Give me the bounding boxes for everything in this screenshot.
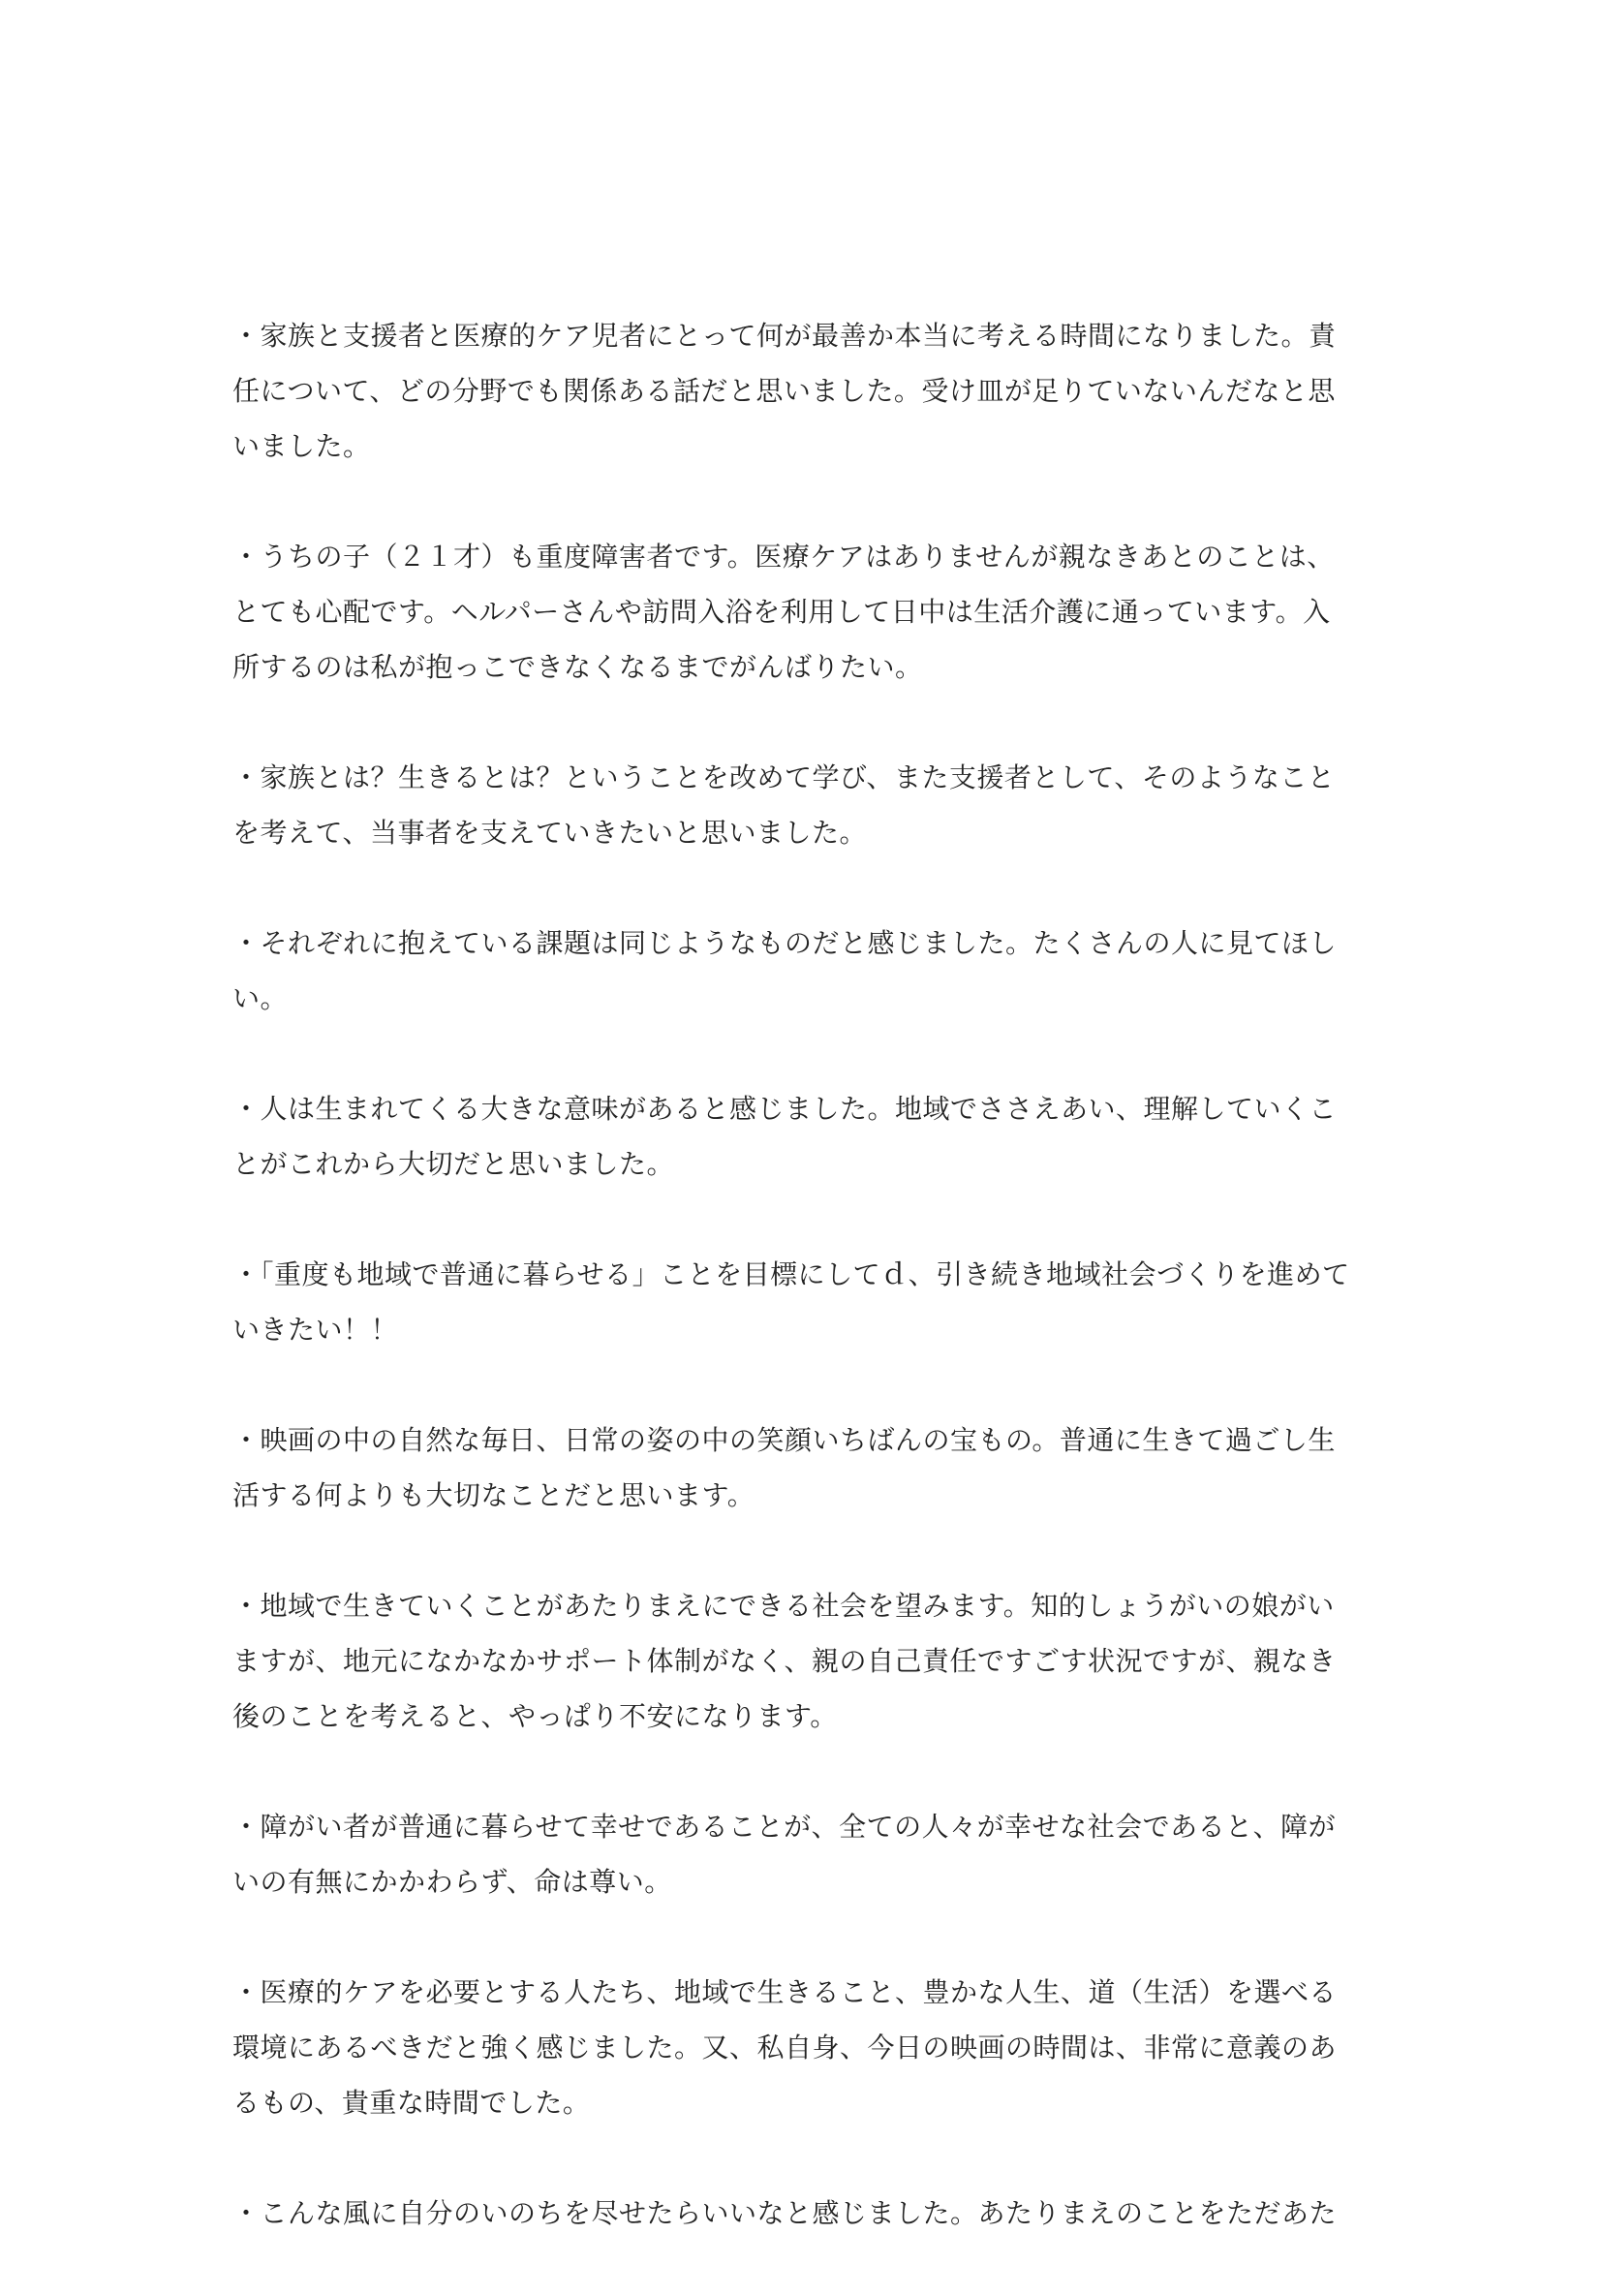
comment-paragraph: ・地域で生きていくことがあたりまえにできる社会を望みます。知的しょうがいの娘がい ますが、地元になかなかサポート体制がなく、親の自己責任ですごす状況ですが、親なき 後のことを考えると、やっぱり不安になります。 bbox=[232, 1590, 1337, 1732]
comment-paragraph: ・映画の中の自然な毎日、日常の姿の中の笑顔いちばんの宝もの。普通に生きて過ごし生 活する何よりも大切なことだと思います。 bbox=[232, 1424, 1336, 1511]
comment-paragraph: ・家族とは？生きるとは？ということを改めて学び、また支援者として、そのようなこと を考えて、当事者を支えていきたいと思いました。 bbox=[232, 761, 1336, 849]
comment-paragraph: ・こんな風に自分のいのちを尽せたらいいなと感じました。あたりまえのことをただあた bbox=[232, 2197, 1338, 2229]
comment-paragraph: ・医療的ケアを必要とする人たち、地域で生きること、豊かな人生、道（生活）を選べる 環境にあるべきだと強く感じました。又、私自身、今日の映画の時間は、非常に意義のあ るもの、貴重な時間でした。 bbox=[232, 1976, 1338, 2119]
comment-paragraph: ・うちの子（２１才）も重度障害者です。医療ケアはありませんが親なきあとのことは、 とても心配です。ヘルパーさんや訪問入浴を利用して日中は生活介護に通っています。入 所するのは私が抱っこできなくなるまでがんばりたい。 bbox=[232, 541, 1335, 683]
comment-paragraph: ・障がい者が普通に暮らせて幸せであることが、全ての人々が幸せな社会であると、障が いの有無にかかわらず、命は尊い。 bbox=[232, 1811, 1337, 1898]
comment-paragraph: ・人は生まれてくる大きな意味があると感じました。地域でささえあい、理解していくこ とがこれから大切だと思いました。 bbox=[232, 1093, 1338, 1180]
comment-paragraph: ・「重度も地域で普通に暮らせる」ことを目標にしてｄ、引き続き地域社会づくりを進めて いきたい！！ bbox=[232, 1258, 1350, 1346]
comment-paragraph: ・家族と支援者と医療的ケア児者にとって何が最善か本当に考える時間になりました。責 任について、どの分野でも関係ある話だと思いました。受け皿が足りていないんだなと思 いました。 bbox=[232, 320, 1337, 462]
comment-list bbox=[232, 308, 1385, 2296]
comment-paragraph: ・それぞれに抱えている課題は同じようなものだと感じました。たくさんの人に見てほし い。 bbox=[232, 927, 1338, 1014]
